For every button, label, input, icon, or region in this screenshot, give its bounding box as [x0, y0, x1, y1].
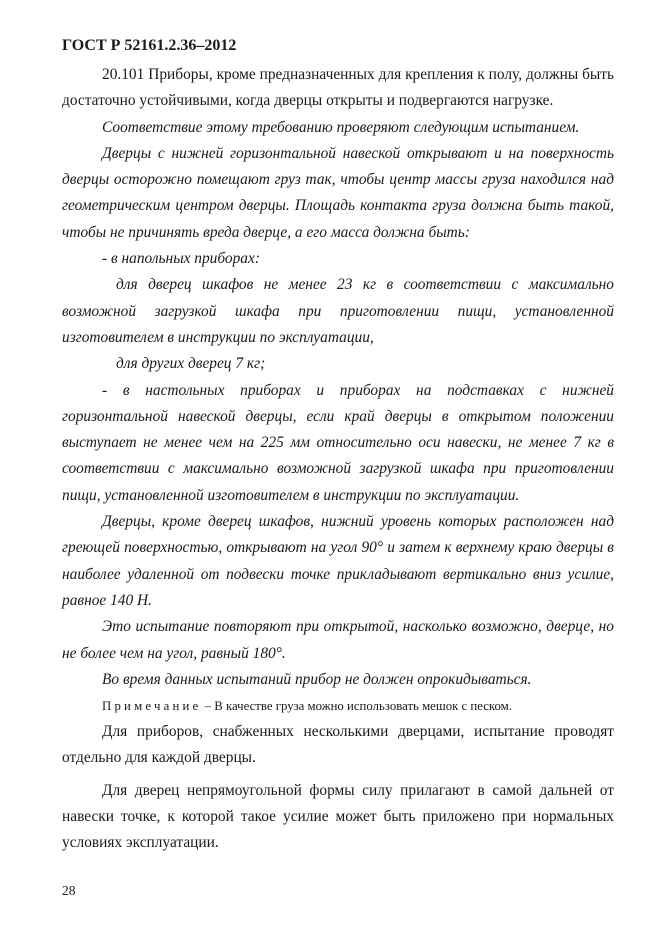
paragraph-no-tipping: Во время данных испытаний прибор не должен опрокидываться.: [102, 670, 532, 688]
paragraph-load-procedure: Дверцы с нижней горизонтальной навеской открывают и на поверхность дверцы осторожно помещают груз так, чтобы центр массы груза находился над геометрическим центром дверцы. Площадь контакта груза должна быть такой, чтобы не причинять вреда дверце, а его масса должна быть:: [62, 144, 614, 241]
paragraph-multiple-doors: Для приборов, снабженных несколькими дверцами, испытание проводят отдельно для каждой дверцы.: [62, 723, 614, 767]
paragraph-oven-doors: для дверец шкафов не менее 23 кг в соответствии с максимально возможной загрузкой шкафа при приготовлении пищи, установленной изготовителем в инструкции по эксплуатации,: [62, 276, 614, 346]
standard-designation: ГОСТ Р 52161.2.36–2012: [62, 37, 237, 54]
list-item-tabletop-appliances: - в настольных приборах и приборах на подставках с нижней горизонтальной навеской дверцы, если край дверцы в открытом положении выступает не менее чем на 225 мм относительно оси навески, не менее 7 кг в соответствии с максимально возможной загрузкой шкафа при приготовлении пищи, установленной изготовителем в инструкции по эксплуатации.: [62, 381, 614, 504]
list-item-floor-appliances: - в напольных приборах:: [102, 250, 260, 268]
note-label: Примечание: [102, 699, 202, 714]
paragraph-compliance-check: Соответствие этому требованию проверяют следующим испытанием.: [102, 118, 580, 136]
page-number: 28: [62, 883, 76, 898]
body-text: [62, 62, 614, 857]
paragraph-non-rectangular-doors: Для дверец непрямоугольной формы силу прилагают в самой дальней от навески точке, к которой такое усилие может быть приложено при нормальных условиях эксплуатации.: [62, 781, 614, 852]
paragraph-repeat-test: Это испытание повторяют при открытой, насколько возможно, дверце, но не более чем на угол, равный 180°.: [62, 618, 614, 662]
note: [62, 693, 614, 719]
paragraph-other-doors: для других дверец 7 кг;: [116, 355, 266, 373]
paragraph-vertical-force: Дверцы, кроме дверец шкафов, нижний уровень которых расположен над греющей поверхностью, открывают на угол 90° и затем к верхнему краю дверцы в наиболее удаленной от подвески точке прикладывают вертикально вниз усилие, равное 140 Н.: [62, 513, 614, 609]
paragraph-clause-20-101: 20.101 Приборы, кроме предназначенных для крепления к полу, должны быть достаточно устойчивыми, когда дверцы открыты и подвергаются нагрузке.: [62, 66, 614, 110]
note-text: – В качестве груза можно использовать мешок с песком.: [204, 699, 512, 714]
